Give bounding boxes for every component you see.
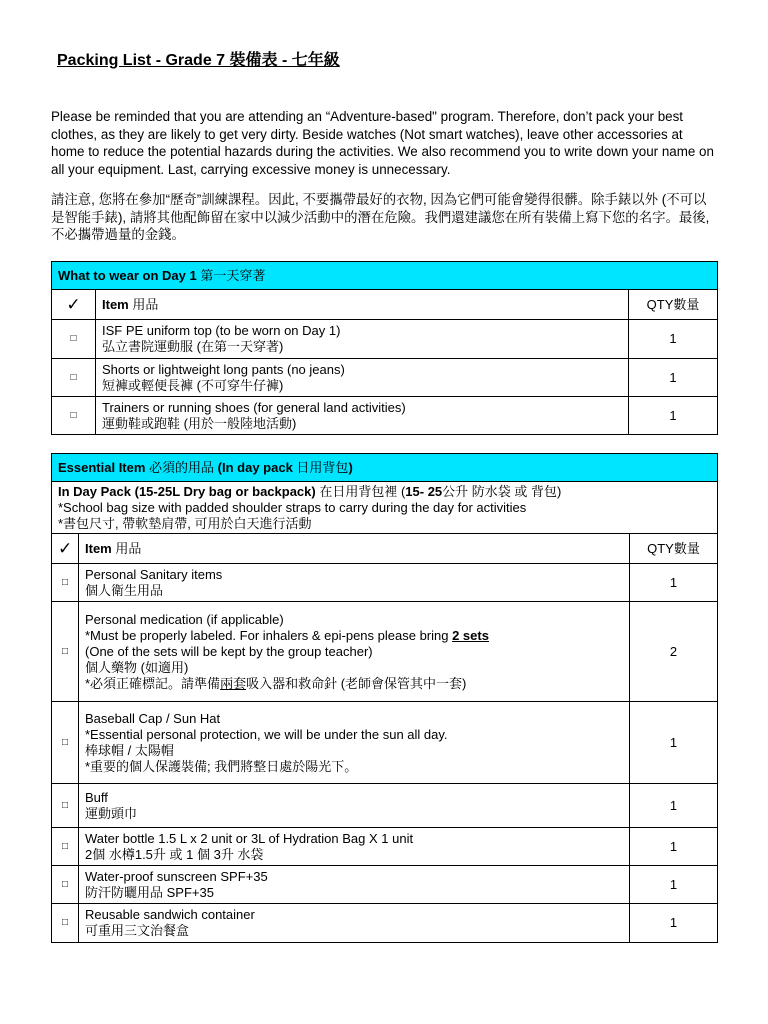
item-note-zh-emphasis: 兩套 [220,675,247,691]
item-name-zh: 棒球帽 / 太陽帽 [85,742,174,758]
item-name: Personal Sanitary items [85,566,223,582]
header-title-zh: 必須的用品 [145,459,218,475]
item-column-header-zh: 用品 [111,540,142,556]
item-qty: 2 [630,602,718,702]
item-note-zh: *必須正確標記。請準備 [85,675,221,691]
checkbox[interactable]: □ [52,702,79,784]
item-name: Personal medication (if applicable) [85,611,284,627]
check-column-header: ✓ [52,290,96,320]
item-qty: 1 [630,702,718,784]
item-name: Buff [85,789,108,805]
checkbox[interactable]: □ [52,564,79,602]
item-name: Water-proof sunscreen SPF+35 [85,868,268,884]
check-column-header: ✓ [52,534,79,564]
checkbox[interactable]: □ [52,602,79,702]
daypack-note-zh: *書包尺寸, 帶軟墊肩帶, 可用於白天進行活動 [58,515,312,531]
item-qty: 1 [630,904,718,943]
checkbox[interactable]: □ [52,784,79,828]
checkbox[interactable]: □ [52,828,79,866]
daypack-zh-rest: 公升 防水袋 或 背包) [442,483,562,499]
item-name-zh: 短褲或輕便長褲 (不可穿牛仔褲) [102,377,284,393]
item-name-zh: 運動鞋或跑鞋 (用於一般陸地活動) [102,415,297,431]
checkbox[interactable]: □ [52,904,79,943]
column-header-row [52,290,718,320]
daypack-litres: 15- 25 [405,483,443,499]
item-name-zh: 弘立書院運動服 (在第一天穿著) [102,339,284,354]
item-name-zh: 運動頭巾 [85,805,138,821]
item-qty: 1 [629,359,718,397]
item-note-zh: *重要的個人保護裝備; 我們將整日處於陽光下。 [85,758,358,774]
table-row [52,320,718,359]
checkbox[interactable]: □ [52,359,96,397]
header-subtitle: (In day pack [217,459,293,475]
page-title: Packing List - Grade 7 裝備表 - 七年級 [57,52,340,69]
header-title-zh: 第一天穿著 [196,267,266,283]
item-note: (One of the sets will be kept by the group teacher) [85,643,373,659]
item-qty: 1 [630,784,718,828]
table-row [52,397,718,435]
item-name-zh: 個人衛生用品 [85,582,164,598]
checkbox[interactable]: □ [52,320,96,359]
day1-wear-table [51,261,718,435]
table-row [52,564,718,602]
item-qty: 1 [630,866,718,904]
item-qty: 1 [629,320,718,359]
item-note: *Essential personal protection, we will be under the sun all day. [85,726,448,742]
item-qty: 1 [630,564,718,602]
item-name-zh: 個人藥物 (如適用) [85,659,189,675]
daypack-info-row [52,482,718,534]
item-note-emphasis: 2 sets [452,627,489,643]
table-row [52,866,718,904]
item-name: Trainers or running shoes (for general land activities) [102,399,406,415]
daypack-note: *School bag size with padded shoulder straps to carry during the day for activities [58,499,527,515]
table-header [52,262,718,290]
item-qty: 1 [630,828,718,866]
table-row [52,359,718,397]
qty-column-header: QTY數量 [629,290,718,320]
daypack-size: (15-25L Dry bag or backpack) [131,483,316,499]
table-row [52,784,718,828]
header-title: What to wear on Day 1 [58,267,197,283]
column-header-row [52,534,718,564]
item-name: Baseball Cap / Sun Hat [85,710,221,726]
item-name-zh: 防汗防曬用品 SPF+35 [85,884,214,900]
item-name: Water bottle 1.5 L x 2 unit or 3L of Hydration Bag X 1 unit [85,830,414,846]
item-name: ISF PE uniform top (to be worn on Day 1) [102,323,341,338]
item-column-header: Item [102,296,129,312]
item-note-zh: 吸入器和救命針 (老師會保管其中一套) [246,675,467,691]
checkbox[interactable]: □ [52,397,96,435]
item-column-header: Item [85,540,112,556]
checkbox[interactable]: □ [52,866,79,904]
intro-english: Please be reminded that you are attending an “Adventure-based" program. Therefore, don’t pack your best clothes, as they are likely to get very dirty. Beside watches (Not smart watches), leave other accessories at home to reduce the potential hazards during the activities. We also recommend you to write down your name on all your equipment. Last, carrying excessive money is unnecessary. [51,109,714,177]
essential-items-table [51,453,718,943]
table-row [52,904,718,943]
qty-column-header: QTY數量 [630,534,718,564]
daypack-title: In Day Pack [58,483,131,499]
header-subtitle-zh: 日用背包 [292,459,349,475]
item-name-zh: 2個 水樽1.5升 或 1 個 3升 水袋 [85,846,264,862]
header-title: Essential Item [58,459,146,475]
intro-chinese: 請注意, 您將在參加“歷奇”訓練課程。因此, 不要攜帶最好的衣物, 因為它們可能會變得很髒。除手錶以外 (不可以是智能手錶), 請將其他配飾留在家中以減少活動中的潛在危險。我們還建議您在所有裝備上寫下您的名字。最後, 不必攜帶過量的金錢。 [51,192,710,242]
header-close: ) [348,459,353,475]
table-row [52,828,718,866]
item-note: *Must be properly labeled. For inhalers & epi-pens please bring [85,627,453,643]
item-qty: 1 [629,397,718,435]
item-name: Shorts or lightweight long pants (no jeans) [102,361,345,377]
item-name: Reusable sandwich container [85,907,255,922]
table-row [52,602,718,702]
item-name-zh: 可重用三文治餐盒 [85,923,190,938]
daypack-zh: 在日用背包裡 ( [315,483,406,499]
table-header [52,454,718,482]
item-column-header-zh: 用品 [128,296,159,312]
table-row [52,702,718,784]
